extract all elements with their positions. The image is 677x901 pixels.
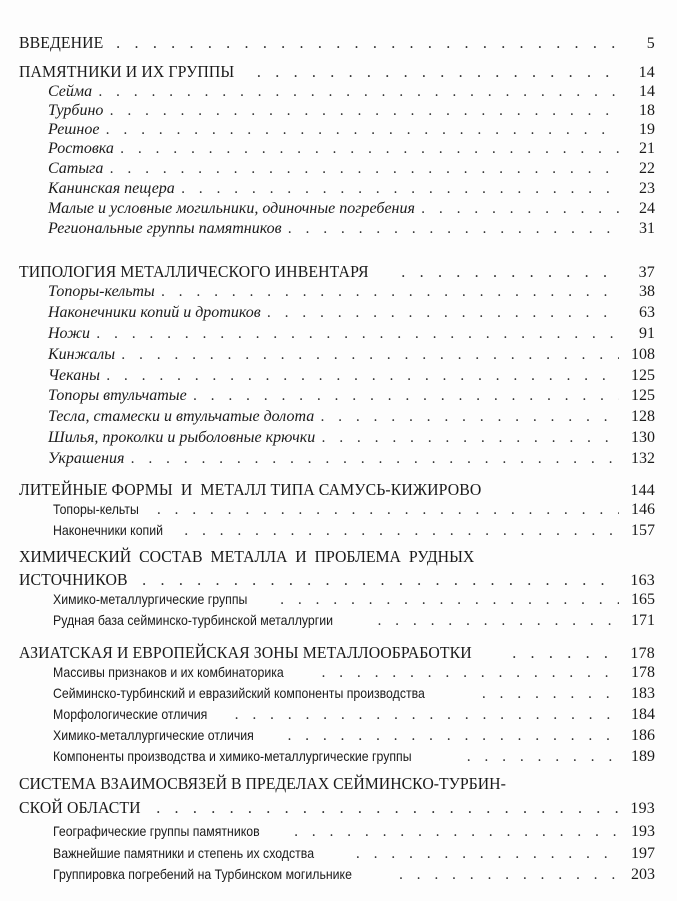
entry-title: Канинская пещера [48, 180, 175, 197]
leader-dots [156, 799, 619, 817]
entry-page: 38 [639, 283, 655, 300]
toc-entry[interactable] [0, 591, 677, 611]
entry-title: Компоненты производства и химико-металлургические группы [53, 748, 412, 764]
leader-dots [257, 63, 619, 81]
leader-dots [109, 161, 619, 177]
toc-entry[interactable] [0, 408, 677, 428]
toc-entry[interactable] [0, 845, 677, 865]
leader-dots [98, 84, 619, 100]
entry-title: Топоры-кельты [53, 501, 139, 517]
leader-dots [267, 305, 619, 321]
entry-page: 125 [631, 367, 655, 384]
entry-title: Химико-металлургические группы [53, 591, 248, 607]
entry-title: Сатыга [48, 160, 104, 177]
entry-page: 132 [631, 450, 655, 467]
entry-page: 128 [631, 408, 655, 425]
toc-entry[interactable] [0, 706, 677, 726]
leader-dots [377, 613, 619, 629]
toc-entry[interactable] [0, 367, 677, 387]
entry-title: Чеканы [48, 367, 100, 384]
leader-dots [321, 665, 619, 681]
toc-entry[interactable] [0, 121, 677, 141]
entry-page: 125 [631, 387, 655, 404]
toc-entry-chapter[interactable] [0, 262, 677, 282]
entry-title: Географические группы памятников [53, 823, 260, 839]
leader-dots [401, 263, 619, 281]
chapter-title-line1[interactable]: ХИМИЧЕСКИЙ СОСТАВ МЕТАЛЛА И ПРОБЛЕМА РУДНЫХ [19, 547, 475, 566]
leader-dots [105, 122, 619, 138]
leader-dots [96, 326, 619, 342]
toc-entry-chapter[interactable] [0, 798, 677, 818]
entry-page: 193 [630, 800, 655, 817]
leader-dots [234, 707, 619, 723]
entry-title: ЛИТЕЙНЫЕ ФОРМЫ И МЕТАЛЛ ТИПА САМУСЬ-КИЖИРОВО [19, 480, 482, 499]
toc-entry-intro[interactable] [0, 33, 677, 53]
toc-entry[interactable] [0, 387, 677, 407]
toc-entry-chapter[interactable] [0, 480, 677, 500]
toc-entry[interactable] [0, 180, 677, 200]
entry-page: 19 [639, 121, 655, 138]
toc-entry[interactable] [0, 140, 677, 160]
entry-title: Украшения [48, 450, 125, 467]
entry-title: ИСТОЧНИКОВ [19, 570, 128, 589]
leader-dots [157, 502, 619, 518]
entry-title: Важнейшие памятники и степень их сходства [53, 845, 315, 861]
entry-title: Кинжалы [48, 346, 116, 363]
entry-page: 18 [639, 102, 655, 119]
entry-page: 178 [630, 645, 655, 662]
toc-entry[interactable] [0, 160, 677, 180]
entry-title: Ростовка [48, 140, 114, 157]
leader-dots [116, 34, 619, 52]
entry-page: 193 [631, 823, 655, 840]
leader-dots [294, 824, 619, 840]
entry-title: Малые и условные могильники, одиночные погребения [48, 200, 415, 217]
entry-title: ТИПОЛОГИЯ МЕТАЛЛИЧЕСКОГО ИНВЕНТАРЯ [19, 262, 369, 281]
entry-page: 183 [631, 685, 655, 702]
entry-page: 130 [631, 429, 655, 446]
entry-title: Морфологические отличия [53, 706, 208, 722]
leader-dots [109, 103, 619, 119]
leader-dots [466, 749, 619, 765]
entry-title: Тесла, стамески и втульчатые долота [48, 408, 315, 425]
leader-dots [130, 451, 619, 467]
entry-title: Наконечники копий [53, 522, 163, 538]
leader-dots [106, 368, 619, 384]
entry-title: Топоры втульчатые [48, 387, 187, 404]
entry-page: 197 [631, 845, 655, 862]
toc-entry[interactable] [0, 102, 677, 122]
entry-title: Турбино [48, 102, 104, 119]
entry-page: 91 [639, 325, 655, 342]
entry-page: 37 [638, 264, 655, 281]
entry-page: 178 [631, 664, 655, 681]
toc-entry[interactable] [0, 685, 677, 705]
leader-dots [280, 592, 619, 608]
toc-entry[interactable] [0, 346, 677, 366]
toc-entry[interactable] [0, 612, 677, 632]
leader-dots [184, 523, 619, 539]
entry-title: Сейминско-турбинский и евразийский компоненты производства [53, 685, 425, 701]
entry-page: 14 [639, 83, 655, 100]
leader-dots [321, 430, 619, 446]
entry-title: Ножи [48, 325, 91, 342]
leader-dots [120, 141, 619, 157]
entry-page: 24 [639, 200, 655, 217]
entry-title: Группировка погребений на Турбинском могильнике [53, 866, 352, 882]
leader-dots [121, 347, 619, 363]
toc-entry[interactable] [0, 727, 677, 747]
leader-dots [288, 221, 619, 237]
leader-dots [193, 388, 619, 404]
toc-entry[interactable] [0, 522, 677, 542]
entry-title: СКОЙ ОБЛАСТИ [19, 798, 141, 817]
entry-page: 144 [630, 482, 655, 499]
toc-entry[interactable] [0, 501, 677, 521]
leader-dots [482, 686, 619, 702]
leader-dots [161, 284, 619, 300]
entry-page: 186 [631, 727, 655, 744]
leader-dots [356, 846, 619, 862]
entry-title: Шилья, проколки и рыболовные крючки [48, 429, 316, 446]
entry-title: Наконечники копий и дротиков [48, 304, 261, 321]
entry-page: 146 [631, 501, 655, 518]
entry-title: ПАМЯТНИКИ И ИХ ГРУППЫ [19, 62, 235, 81]
leader-dots [399, 867, 619, 883]
entry-title: Топоры-кельты [48, 283, 155, 300]
toc-entry[interactable] [0, 83, 677, 103]
entry-title: Массивы признаков и их комбинаторика [53, 664, 284, 680]
entry-title: ВВЕДЕНИЕ [19, 33, 104, 52]
toc-entry[interactable] [0, 450, 677, 470]
leader-dots [512, 644, 619, 662]
entry-page: 63 [639, 304, 655, 321]
entry-page: 14 [638, 64, 655, 81]
leader-dots [181, 181, 619, 197]
toc-entry[interactable] [0, 200, 677, 220]
toc-entry-chapter[interactable] [0, 62, 677, 82]
entry-title: Химико-металлургические отличия [53, 727, 254, 743]
toc-entry[interactable] [0, 748, 677, 768]
entry-page: 203 [631, 866, 655, 883]
entry-title: АЗИАТСКАЯ И ЕВРОПЕЙСКАЯ ЗОНЫ МЕТАЛЛООБРАБОТКИ [19, 643, 472, 662]
toc-entry[interactable] [0, 325, 677, 345]
toc-entry[interactable] [0, 664, 677, 684]
entry-page: 189 [631, 748, 655, 765]
toc-entry[interactable] [0, 429, 677, 449]
toc-entry-chapter[interactable] [0, 643, 677, 663]
entry-title: Региональные группы памятников [48, 220, 282, 237]
entry-page: 184 [631, 706, 655, 723]
toc-entry[interactable] [0, 866, 677, 886]
entry-page: 22 [639, 160, 655, 177]
entry-page: 157 [631, 522, 655, 539]
chapter-title-line1[interactable]: СИСТЕМА ВЗАИМОСВЯЗЕЙ В ПРЕДЕЛАХ СЕЙМИНСКО-ТУРБИН- [19, 774, 506, 793]
toc-entry[interactable] [0, 823, 677, 843]
entry-page: 5 [646, 35, 655, 52]
leader-dots [421, 201, 619, 217]
toc-entry[interactable] [0, 304, 677, 324]
leader-dots [142, 571, 619, 589]
entry-page: 165 [631, 591, 655, 608]
entry-page: 21 [639, 140, 655, 157]
leader-dots [287, 728, 619, 744]
entry-page: 163 [630, 572, 655, 589]
toc-entry[interactable] [0, 283, 677, 303]
entry-page: 171 [631, 612, 655, 629]
toc-entry[interactable] [0, 220, 677, 240]
entry-page: 23 [639, 180, 655, 197]
entry-page: 108 [631, 346, 655, 363]
entry-title: Рудная база сейминско-турбинской металлургии [53, 612, 334, 628]
entry-page: 31 [639, 220, 655, 237]
entry-title: Сейма [48, 83, 93, 100]
entry-title: Решное [48, 121, 100, 138]
leader-dots [320, 409, 619, 425]
toc-entry-chapter[interactable] [0, 570, 677, 590]
